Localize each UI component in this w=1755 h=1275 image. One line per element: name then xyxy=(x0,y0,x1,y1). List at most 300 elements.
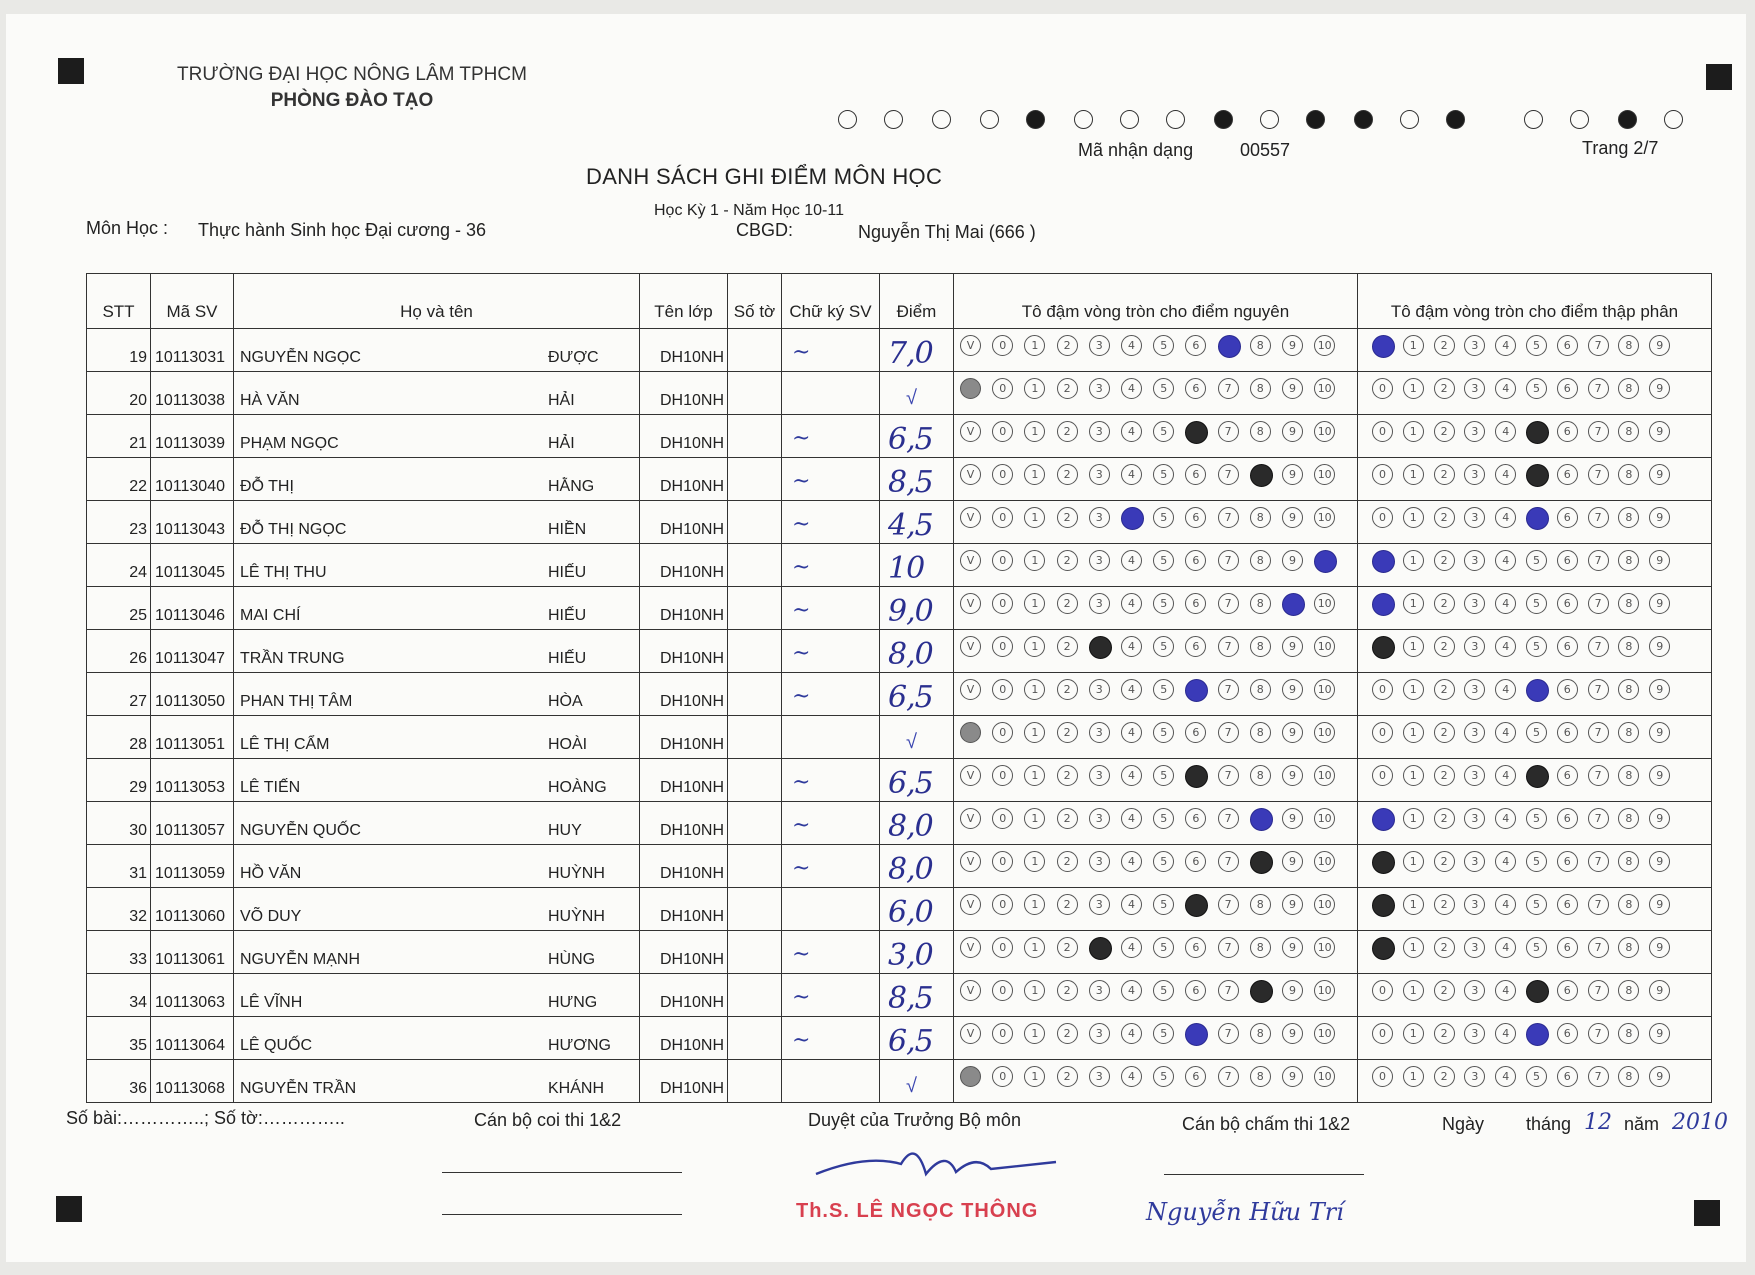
integer-bubble[interactable]: 1 xyxy=(1024,937,1045,958)
decimal-bubble[interactable]: 5 xyxy=(1526,378,1547,399)
integer-bubble[interactable]: 2 xyxy=(1057,335,1078,356)
integer-bubble[interactable]: V xyxy=(960,679,981,700)
integer-bubble[interactable]: V xyxy=(960,980,981,1001)
integer-bubble[interactable]: 4 xyxy=(1121,636,1142,657)
integer-bubble[interactable]: 4 xyxy=(1121,464,1142,485)
decimal-bubble[interactable]: 5 xyxy=(1526,808,1547,829)
integer-bubble[interactable]: 10 xyxy=(1314,980,1335,1001)
decimal-bubble[interactable]: 6 xyxy=(1557,593,1578,614)
integer-bubble[interactable] xyxy=(1314,550,1337,573)
integer-bubble[interactable]: 10 xyxy=(1314,1023,1335,1044)
integer-bubble[interactable]: 8 xyxy=(1250,335,1271,356)
decimal-bubble[interactable]: 8 xyxy=(1618,464,1639,485)
integer-bubble[interactable]: 7 xyxy=(1218,894,1239,915)
integer-bubble[interactable]: 3 xyxy=(1089,722,1110,743)
decimal-bubble[interactable]: 1 xyxy=(1403,980,1424,1001)
decimal-bubble[interactable]: 8 xyxy=(1618,636,1639,657)
integer-bubble[interactable]: 4 xyxy=(1121,894,1142,915)
integer-bubble[interactable] xyxy=(1250,464,1273,487)
decimal-bubble[interactable]: 5 xyxy=(1526,593,1547,614)
integer-bubble[interactable] xyxy=(1185,1023,1208,1046)
decimal-bubble[interactable]: 6 xyxy=(1557,421,1578,442)
decimal-bubble[interactable]: 9 xyxy=(1649,894,1670,915)
decimal-bubble[interactable]: 7 xyxy=(1588,1023,1609,1044)
decimal-bubble[interactable]: 4 xyxy=(1495,937,1516,958)
integer-bubble[interactable]: 9 xyxy=(1282,808,1303,829)
decimal-bubble[interactable]: 2 xyxy=(1434,335,1455,356)
decimal-bubble[interactable]: 7 xyxy=(1588,593,1609,614)
decimal-bubble[interactable]: 1 xyxy=(1403,550,1424,571)
integer-bubble[interactable]: 0 xyxy=(992,335,1013,356)
decimal-bubble[interactable]: 9 xyxy=(1649,421,1670,442)
integer-bubble[interactable]: 4 xyxy=(1121,1023,1142,1044)
integer-bubble[interactable]: V xyxy=(960,550,981,571)
decimal-bubble[interactable]: 1 xyxy=(1403,765,1424,786)
integer-bubble[interactable]: 10 xyxy=(1314,937,1335,958)
integer-bubble[interactable]: 0 xyxy=(992,980,1013,1001)
integer-bubble[interactable] xyxy=(1089,636,1112,659)
decimal-bubble[interactable]: 6 xyxy=(1557,507,1578,528)
decimal-bubble[interactable]: 6 xyxy=(1557,1023,1578,1044)
integer-bubble[interactable]: 5 xyxy=(1153,464,1174,485)
decimal-bubble[interactable]: 2 xyxy=(1434,851,1455,872)
integer-bubble[interactable]: 8 xyxy=(1250,507,1271,528)
decimal-bubble[interactable]: 8 xyxy=(1618,980,1639,1001)
integer-bubble[interactable] xyxy=(1218,335,1241,358)
integer-bubble[interactable]: 9 xyxy=(1282,894,1303,915)
integer-bubble[interactable]: 1 xyxy=(1024,335,1045,356)
decimal-bubble[interactable] xyxy=(1372,636,1395,659)
integer-bubble[interactable]: 8 xyxy=(1250,550,1271,571)
integer-bubble[interactable]: V xyxy=(960,335,981,356)
decimal-bubble[interactable]: 3 xyxy=(1464,1066,1485,1087)
integer-bubble[interactable]: 3 xyxy=(1089,894,1110,915)
decimal-bubble[interactable]: 7 xyxy=(1588,765,1609,786)
integer-bubble[interactable]: 9 xyxy=(1282,421,1303,442)
integer-bubble[interactable]: 8 xyxy=(1250,722,1271,743)
decimal-bubble[interactable]: 3 xyxy=(1464,1023,1485,1044)
integer-bubble[interactable]: 3 xyxy=(1089,378,1110,399)
decimal-bubble[interactable]: 4 xyxy=(1495,421,1516,442)
integer-bubble[interactable]: 9 xyxy=(1282,765,1303,786)
integer-bubble[interactable]: 2 xyxy=(1057,722,1078,743)
integer-bubble[interactable]: 7 xyxy=(1218,808,1239,829)
decimal-bubble[interactable]: 5 xyxy=(1526,1066,1547,1087)
integer-bubble[interactable]: 1 xyxy=(1024,1023,1045,1044)
integer-bubble[interactable]: 6 xyxy=(1185,722,1206,743)
integer-bubble[interactable]: 1 xyxy=(1024,980,1045,1001)
decimal-bubble[interactable]: 4 xyxy=(1495,894,1516,915)
integer-bubble[interactable]: 0 xyxy=(992,378,1013,399)
decimal-bubble[interactable]: 3 xyxy=(1464,464,1485,485)
integer-bubble[interactable]: 7 xyxy=(1218,851,1239,872)
decimal-bubble[interactable]: 8 xyxy=(1618,1023,1639,1044)
decimal-bubble[interactable]: 6 xyxy=(1557,636,1578,657)
integer-bubble[interactable]: 10 xyxy=(1314,636,1335,657)
integer-bubble[interactable]: 10 xyxy=(1314,808,1335,829)
integer-bubble[interactable]: 7 xyxy=(1218,378,1239,399)
decimal-bubble[interactable]: 2 xyxy=(1434,507,1455,528)
decimal-bubble[interactable]: 7 xyxy=(1588,550,1609,571)
decimal-bubble[interactable]: 2 xyxy=(1434,980,1455,1001)
integer-bubble[interactable] xyxy=(1089,937,1112,960)
decimal-bubble[interactable]: 1 xyxy=(1403,894,1424,915)
integer-bubble[interactable]: 0 xyxy=(992,507,1013,528)
integer-bubble[interactable]: 4 xyxy=(1121,550,1142,571)
decimal-bubble[interactable]: 3 xyxy=(1464,593,1485,614)
integer-bubble[interactable] xyxy=(1282,593,1305,616)
decimal-bubble[interactable]: 6 xyxy=(1557,894,1578,915)
integer-bubble[interactable]: 2 xyxy=(1057,378,1078,399)
decimal-bubble[interactable]: 4 xyxy=(1495,1023,1516,1044)
integer-bubble[interactable]: 4 xyxy=(1121,980,1142,1001)
decimal-bubble[interactable]: 2 xyxy=(1434,636,1455,657)
integer-bubble[interactable]: 10 xyxy=(1314,507,1335,528)
integer-bubble[interactable]: 5 xyxy=(1153,378,1174,399)
integer-bubble[interactable] xyxy=(1250,980,1273,1003)
integer-bubble[interactable]: 5 xyxy=(1153,421,1174,442)
integer-bubble[interactable]: 6 xyxy=(1185,851,1206,872)
decimal-bubble[interactable]: 9 xyxy=(1649,507,1670,528)
integer-bubble[interactable]: 9 xyxy=(1282,980,1303,1001)
decimal-bubble[interactable]: 7 xyxy=(1588,851,1609,872)
decimal-bubble[interactable]: 5 xyxy=(1526,851,1547,872)
decimal-bubble[interactable]: 4 xyxy=(1495,593,1516,614)
integer-bubble[interactable]: 10 xyxy=(1314,851,1335,872)
decimal-bubble[interactable]: 1 xyxy=(1403,808,1424,829)
decimal-bubble[interactable]: 4 xyxy=(1495,808,1516,829)
integer-bubble[interactable]: 6 xyxy=(1185,593,1206,614)
integer-bubble[interactable]: 1 xyxy=(1024,464,1045,485)
integer-bubble[interactable]: 0 xyxy=(992,808,1013,829)
decimal-bubble[interactable]: 5 xyxy=(1526,937,1547,958)
integer-bubble[interactable]: 6 xyxy=(1185,980,1206,1001)
decimal-bubble[interactable]: 8 xyxy=(1618,507,1639,528)
integer-bubble[interactable]: 0 xyxy=(992,765,1013,786)
integer-bubble[interactable]: 7 xyxy=(1218,679,1239,700)
decimal-bubble[interactable]: 3 xyxy=(1464,937,1485,958)
integer-bubble[interactable]: 5 xyxy=(1153,593,1174,614)
integer-bubble[interactable]: 4 xyxy=(1121,378,1142,399)
integer-bubble[interactable]: 4 xyxy=(1121,937,1142,958)
decimal-bubble[interactable]: 1 xyxy=(1403,851,1424,872)
decimal-bubble[interactable]: 6 xyxy=(1557,937,1578,958)
integer-bubble[interactable]: 10 xyxy=(1314,1066,1335,1087)
integer-bubble[interactable]: 2 xyxy=(1057,765,1078,786)
decimal-bubble[interactable]: 7 xyxy=(1588,937,1609,958)
integer-bubble[interactable]: 3 xyxy=(1089,550,1110,571)
integer-bubble[interactable]: 1 xyxy=(1024,722,1045,743)
decimal-bubble[interactable]: 2 xyxy=(1434,808,1455,829)
integer-bubble[interactable] xyxy=(1185,894,1208,917)
integer-bubble[interactable]: 0 xyxy=(992,851,1013,872)
integer-bubble[interactable]: 7 xyxy=(1218,1066,1239,1087)
decimal-bubble[interactable] xyxy=(1372,808,1395,831)
decimal-bubble[interactable]: 1 xyxy=(1403,1023,1424,1044)
integer-bubble[interactable]: 1 xyxy=(1024,808,1045,829)
integer-bubble[interactable]: 9 xyxy=(1282,335,1303,356)
decimal-bubble[interactable]: 6 xyxy=(1557,765,1578,786)
integer-bubble[interactable]: V xyxy=(960,593,981,614)
decimal-bubble[interactable]: 6 xyxy=(1557,550,1578,571)
integer-bubble[interactable]: 1 xyxy=(1024,894,1045,915)
integer-bubble[interactable]: 5 xyxy=(1153,894,1174,915)
decimal-bubble[interactable]: 9 xyxy=(1649,980,1670,1001)
decimal-bubble[interactable]: 0 xyxy=(1372,464,1393,485)
integer-bubble[interactable]: 0 xyxy=(992,550,1013,571)
integer-bubble[interactable]: 2 xyxy=(1057,937,1078,958)
integer-bubble[interactable]: V xyxy=(960,1023,981,1044)
decimal-bubble[interactable]: 2 xyxy=(1434,464,1455,485)
decimal-bubble[interactable]: 4 xyxy=(1495,1066,1516,1087)
integer-bubble[interactable]: 8 xyxy=(1250,378,1271,399)
integer-bubble[interactable]: 1 xyxy=(1024,378,1045,399)
decimal-bubble[interactable]: 4 xyxy=(1495,765,1516,786)
integer-bubble[interactable]: V xyxy=(960,808,981,829)
integer-bubble[interactable] xyxy=(1185,679,1208,702)
decimal-bubble[interactable]: 4 xyxy=(1495,378,1516,399)
integer-bubble[interactable]: V xyxy=(960,507,981,528)
integer-bubble[interactable]: 8 xyxy=(1250,937,1271,958)
decimal-bubble[interactable]: 9 xyxy=(1649,765,1670,786)
decimal-bubble[interactable]: 6 xyxy=(1557,851,1578,872)
integer-bubble[interactable]: 4 xyxy=(1121,679,1142,700)
decimal-bubble[interactable]: 4 xyxy=(1495,550,1516,571)
integer-bubble[interactable]: 5 xyxy=(1153,1023,1174,1044)
decimal-bubble[interactable]: 1 xyxy=(1403,335,1424,356)
integer-bubble[interactable]: 3 xyxy=(1089,679,1110,700)
decimal-bubble[interactable]: 9 xyxy=(1649,851,1670,872)
decimal-bubble[interactable]: 4 xyxy=(1495,507,1516,528)
integer-bubble[interactable] xyxy=(1121,507,1144,530)
decimal-bubble[interactable]: 8 xyxy=(1618,593,1639,614)
integer-bubble[interactable]: 1 xyxy=(1024,679,1045,700)
integer-bubble[interactable]: 4 xyxy=(1121,765,1142,786)
decimal-bubble[interactable]: 6 xyxy=(1557,1066,1578,1087)
integer-bubble[interactable]: 6 xyxy=(1185,636,1206,657)
integer-bubble[interactable]: 3 xyxy=(1089,851,1110,872)
integer-bubble[interactable]: 9 xyxy=(1282,550,1303,571)
integer-bubble[interactable]: 10 xyxy=(1314,679,1335,700)
integer-bubble[interactable]: 1 xyxy=(1024,421,1045,442)
integer-bubble[interactable]: 5 xyxy=(1153,1066,1174,1087)
decimal-bubble[interactable]: 2 xyxy=(1434,679,1455,700)
decimal-bubble[interactable]: 3 xyxy=(1464,636,1485,657)
integer-bubble[interactable]: 0 xyxy=(992,1066,1013,1087)
integer-bubble[interactable]: 1 xyxy=(1024,765,1045,786)
integer-bubble[interactable] xyxy=(1250,808,1273,831)
decimal-bubble[interactable]: 4 xyxy=(1495,464,1516,485)
integer-bubble[interactable]: 5 xyxy=(1153,679,1174,700)
integer-bubble[interactable]: 4 xyxy=(1121,421,1142,442)
integer-bubble[interactable]: 2 xyxy=(1057,679,1078,700)
integer-bubble[interactable]: 7 xyxy=(1218,722,1239,743)
integer-bubble[interactable]: 10 xyxy=(1314,722,1335,743)
integer-bubble[interactable]: 4 xyxy=(1121,1066,1142,1087)
decimal-bubble[interactable]: 3 xyxy=(1464,507,1485,528)
decimal-bubble[interactable]: 3 xyxy=(1464,980,1485,1001)
integer-bubble[interactable]: 7 xyxy=(1218,980,1239,1001)
decimal-bubble[interactable]: 1 xyxy=(1403,593,1424,614)
decimal-bubble[interactable]: 8 xyxy=(1618,808,1639,829)
integer-bubble[interactable]: 1 xyxy=(1024,851,1045,872)
integer-bubble[interactable]: 3 xyxy=(1089,421,1110,442)
decimal-bubble[interactable]: 0 xyxy=(1372,507,1393,528)
integer-bubble[interactable]: 5 xyxy=(1153,980,1174,1001)
integer-bubble[interactable]: 7 xyxy=(1218,1023,1239,1044)
integer-bubble[interactable]: V xyxy=(960,464,981,485)
decimal-bubble[interactable]: 9 xyxy=(1649,1023,1670,1044)
decimal-bubble[interactable]: 3 xyxy=(1464,722,1485,743)
decimal-bubble[interactable] xyxy=(1526,421,1549,444)
integer-bubble[interactable]: 1 xyxy=(1024,593,1045,614)
integer-bubble[interactable]: 9 xyxy=(1282,464,1303,485)
integer-bubble[interactable]: 2 xyxy=(1057,507,1078,528)
decimal-bubble[interactable]: 8 xyxy=(1618,421,1639,442)
decimal-bubble[interactable]: 9 xyxy=(1649,636,1670,657)
decimal-bubble[interactable]: 5 xyxy=(1526,894,1547,915)
decimal-bubble[interactable]: 7 xyxy=(1588,808,1609,829)
decimal-bubble[interactable]: 3 xyxy=(1464,894,1485,915)
integer-bubble[interactable]: 3 xyxy=(1089,464,1110,485)
integer-bubble[interactable]: 6 xyxy=(1185,378,1206,399)
decimal-bubble[interactable]: 7 xyxy=(1588,679,1609,700)
decimal-bubble[interactable]: 6 xyxy=(1557,464,1578,485)
integer-bubble[interactable]: 6 xyxy=(1185,507,1206,528)
decimal-bubble[interactable]: 0 xyxy=(1372,765,1393,786)
decimal-bubble[interactable]: 6 xyxy=(1557,980,1578,1001)
decimal-bubble[interactable]: 9 xyxy=(1649,937,1670,958)
decimal-bubble[interactable]: 4 xyxy=(1495,636,1516,657)
integer-bubble[interactable]: 4 xyxy=(1121,335,1142,356)
decimal-bubble[interactable]: 5 xyxy=(1526,722,1547,743)
decimal-bubble[interactable]: 2 xyxy=(1434,765,1455,786)
decimal-bubble[interactable]: 8 xyxy=(1618,335,1639,356)
decimal-bubble[interactable] xyxy=(1526,1023,1549,1046)
decimal-bubble[interactable]: 2 xyxy=(1434,421,1455,442)
integer-bubble[interactable]: V xyxy=(960,851,981,872)
integer-bubble[interactable]: 5 xyxy=(1153,765,1174,786)
decimal-bubble[interactable]: 8 xyxy=(1618,1066,1639,1087)
decimal-bubble[interactable]: 7 xyxy=(1588,894,1609,915)
integer-bubble[interactable]: 5 xyxy=(1153,937,1174,958)
integer-bubble[interactable]: 8 xyxy=(1250,1066,1271,1087)
decimal-bubble[interactable]: 0 xyxy=(1372,378,1393,399)
integer-bubble[interactable]: 7 xyxy=(1218,937,1239,958)
decimal-bubble[interactable]: 4 xyxy=(1495,679,1516,700)
integer-bubble[interactable]: 8 xyxy=(1250,1023,1271,1044)
integer-bubble[interactable]: 5 xyxy=(1153,808,1174,829)
integer-bubble[interactable]: 10 xyxy=(1314,421,1335,442)
integer-bubble[interactable]: 2 xyxy=(1057,1023,1078,1044)
integer-bubble[interactable]: 2 xyxy=(1057,464,1078,485)
integer-bubble[interactable]: 0 xyxy=(992,421,1013,442)
decimal-bubble[interactable] xyxy=(1372,851,1395,874)
decimal-bubble[interactable]: 9 xyxy=(1649,679,1670,700)
integer-bubble[interactable]: 9 xyxy=(1282,378,1303,399)
integer-bubble[interactable]: 8 xyxy=(1250,679,1271,700)
decimal-bubble[interactable]: 9 xyxy=(1649,722,1670,743)
decimal-bubble[interactable]: 9 xyxy=(1649,593,1670,614)
integer-bubble[interactable]: 3 xyxy=(1089,765,1110,786)
integer-bubble[interactable]: 10 xyxy=(1314,894,1335,915)
decimal-bubble[interactable]: 5 xyxy=(1526,335,1547,356)
integer-bubble[interactable]: 9 xyxy=(1282,937,1303,958)
integer-bubble[interactable]: V xyxy=(960,765,981,786)
integer-bubble[interactable]: 9 xyxy=(1282,851,1303,872)
decimal-bubble[interactable]: 4 xyxy=(1495,335,1516,356)
decimal-bubble[interactable]: 5 xyxy=(1526,636,1547,657)
integer-bubble[interactable]: 7 xyxy=(1218,765,1239,786)
integer-bubble[interactable] xyxy=(1250,851,1273,874)
integer-bubble[interactable]: 4 xyxy=(1121,851,1142,872)
decimal-bubble[interactable] xyxy=(1526,765,1549,788)
integer-bubble[interactable]: 1 xyxy=(1024,636,1045,657)
decimal-bubble[interactable] xyxy=(1526,464,1549,487)
decimal-bubble[interactable]: 0 xyxy=(1372,1023,1393,1044)
integer-bubble[interactable] xyxy=(1185,765,1208,788)
integer-bubble[interactable]: 9 xyxy=(1282,1023,1303,1044)
decimal-bubble[interactable]: 3 xyxy=(1464,808,1485,829)
integer-bubble[interactable]: 5 xyxy=(1153,507,1174,528)
decimal-bubble[interactable] xyxy=(1526,980,1549,1003)
decimal-bubble[interactable]: 1 xyxy=(1403,421,1424,442)
integer-bubble[interactable]: V xyxy=(960,636,981,657)
decimal-bubble[interactable]: 7 xyxy=(1588,464,1609,485)
integer-bubble[interactable]: V xyxy=(960,937,981,958)
decimal-bubble[interactable]: 2 xyxy=(1434,722,1455,743)
integer-bubble[interactable]: 3 xyxy=(1089,507,1110,528)
decimal-bubble[interactable]: 1 xyxy=(1403,378,1424,399)
integer-bubble[interactable]: 7 xyxy=(1218,550,1239,571)
integer-bubble[interactable] xyxy=(960,378,981,399)
decimal-bubble[interactable]: 2 xyxy=(1434,1066,1455,1087)
integer-bubble[interactable] xyxy=(960,1066,981,1087)
integer-bubble[interactable]: 2 xyxy=(1057,1066,1078,1087)
decimal-bubble[interactable]: 8 xyxy=(1618,894,1639,915)
decimal-bubble[interactable]: 0 xyxy=(1372,679,1393,700)
decimal-bubble[interactable]: 2 xyxy=(1434,1023,1455,1044)
integer-bubble[interactable]: 4 xyxy=(1121,722,1142,743)
integer-bubble[interactable]: 3 xyxy=(1089,593,1110,614)
integer-bubble[interactable]: 7 xyxy=(1218,464,1239,485)
decimal-bubble[interactable] xyxy=(1526,679,1549,702)
integer-bubble[interactable]: V xyxy=(960,894,981,915)
integer-bubble[interactable]: 0 xyxy=(992,1023,1013,1044)
integer-bubble[interactable]: 0 xyxy=(992,937,1013,958)
decimal-bubble[interactable]: 6 xyxy=(1557,679,1578,700)
integer-bubble[interactable]: 10 xyxy=(1314,765,1335,786)
decimal-bubble[interactable] xyxy=(1372,593,1395,616)
integer-bubble[interactable]: 6 xyxy=(1185,464,1206,485)
decimal-bubble[interactable]: 3 xyxy=(1464,378,1485,399)
decimal-bubble[interactable]: 9 xyxy=(1649,550,1670,571)
integer-bubble[interactable]: 4 xyxy=(1121,808,1142,829)
integer-bubble[interactable]: V xyxy=(960,421,981,442)
integer-bubble[interactable]: 8 xyxy=(1250,765,1271,786)
decimal-bubble[interactable]: 6 xyxy=(1557,722,1578,743)
decimal-bubble[interactable]: 3 xyxy=(1464,765,1485,786)
integer-bubble[interactable]: 2 xyxy=(1057,808,1078,829)
decimal-bubble[interactable]: 7 xyxy=(1588,1066,1609,1087)
decimal-bubble[interactable] xyxy=(1372,550,1395,573)
decimal-bubble[interactable]: 3 xyxy=(1464,335,1485,356)
integer-bubble[interactable]: 9 xyxy=(1282,636,1303,657)
decimal-bubble[interactable]: 3 xyxy=(1464,679,1485,700)
decimal-bubble[interactable]: 6 xyxy=(1557,378,1578,399)
decimal-bubble[interactable]: 1 xyxy=(1403,722,1424,743)
decimal-bubble[interactable]: 6 xyxy=(1557,808,1578,829)
